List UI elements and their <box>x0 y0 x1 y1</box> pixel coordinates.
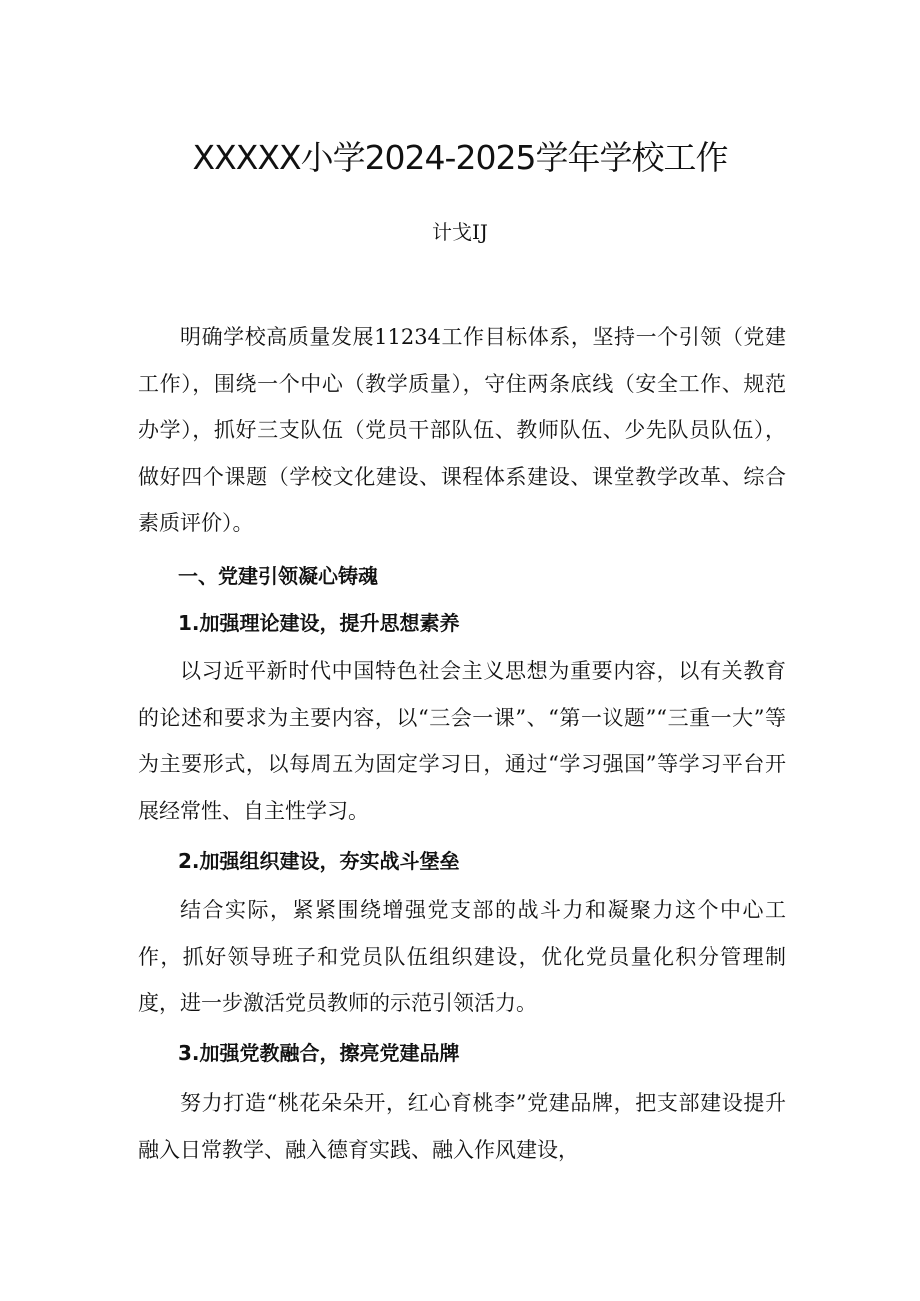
item3-heading-block <box>138 1030 786 1077</box>
intro-block <box>138 314 786 547</box>
document-subtitle: 计戈IJ <box>432 220 488 244</box>
item3-block <box>138 1080 786 1173</box>
document-title: XXXXX小学2024-2025学年学校工作 <box>192 138 728 177</box>
item1-block <box>138 648 786 834</box>
section-heading: 一、党建引领凝心铸魂 <box>178 564 378 588</box>
item1-paragraph: 以习近平新时代中国特色社会主义思想为重要内容，以有关教育的论述和要求为主要内容，以“三会一课”、“第一议题”“三重一大”等为主要形式，以每周五为固定学习日，通过“学习强国”等学习平台开展经常性、自主性学习。 <box>138 659 786 823</box>
item2-heading-block <box>138 838 786 885</box>
item2-paragraph: 结合实际，紧紧围绕增强党支部的战斗力和凝聚力这个中心工作，抓好领导班子和党员队伍组织建设，优化党员量化积分管理制度，进一步激活党员教师的示范引领活力。 <box>138 898 786 1015</box>
item2-heading: 2.加强组织建设，夯实战斗堡垒 <box>178 849 460 873</box>
intro-paragraph: 明确学校高质量发展11234工作目标体系，坚持一个引领（党建工作），围绕一个中心（教学质量），守住两条底线（安全工作、规范办学），抓好三支队伍（党员干部队伍、教师队伍、少先队员队伍），做好四个课题（学校文化建设、课程体系建设、课堂教学改革、综合素质评价）。 <box>138 325 786 535</box>
section1-block <box>138 553 786 600</box>
item3-paragraph: 努力打造“桃花朵朵开，红心育桃李”党建品牌，把支部建设提升融入日常教学、融入德育实践、融入作风建设， <box>138 1091 786 1162</box>
item1-heading-block <box>138 600 786 647</box>
item1-heading: 1.加强理论建设，提升思想素养 <box>178 611 460 635</box>
item3-heading: 3.加强党教融合，擦亮党建品牌 <box>178 1041 460 1065</box>
item2-block <box>138 887 786 1027</box>
